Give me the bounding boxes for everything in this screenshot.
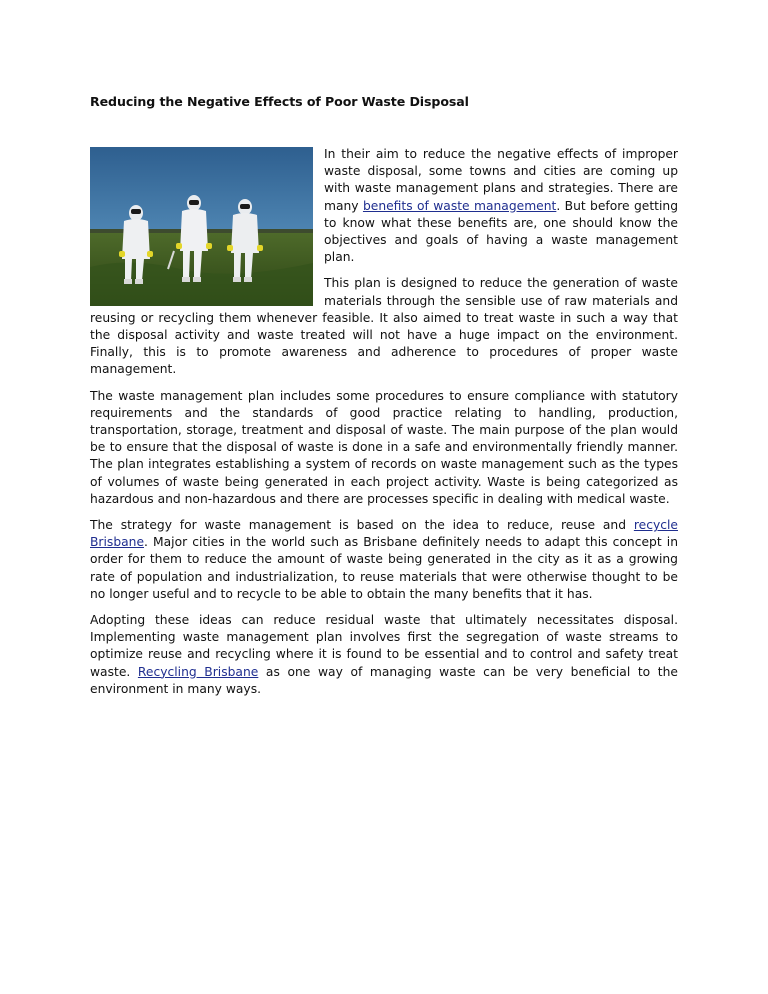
paragraph-5: Adopting these ideas can reduce residual waste that ultimately necessitates disposal. Implementing waste management plan involves first the segregation of waste streams to optimize reuse and recycling where it is found to be essential and to control and safety treat waste. Recycling Brisbane as one way of managing waste can be very beneficial to the environment in many ways. xyxy=(90,613,678,696)
recycling-brisbane-link[interactable]: Recycling Brisbane xyxy=(137,664,259,679)
paragraph-2: This plan is designed to reduce the generation of waste materials through the sensible use of raw materials and reusing or recycling them whenever feasible. It also aimed to treat waste in such a way that the disposal activity and waste treated will not have a huge impact on the environment. Finally, this is to promote awareness and adherence to procedures of proper waste management. xyxy=(90,276,678,377)
paragraph-4: The strategy for waste management is based on the idea to reduce, reuse and recycle Brisbane. Major cities in the world such as Brisbane definitely needs to adapt this concept in order for them to reduce the amount of waste being generated in the city as it as a growing rate of population and industrialization, to reuse materials that were otherwise thought to be no longer useful and to recycle to be able to obtain the many benefits that it has. xyxy=(90,518,678,601)
paragraph-1: In their aim to reduce the negative effects of improper waste disposal, some towns and cities are coming up with waste management plans and strategies. There are many benefits of waste management. But before getting to know what these benefits are, one should know the objectives and goals of having a waste management plan. xyxy=(324,147,679,265)
paragraph-3: The waste management plan includes some procedures to ensure compliance with statutory requirements and the standards of good practice relating to handling, production, transportation, storage, treatment and disposal of waste. The main purpose of the plan would be to ensure that the disposal of waste is done in a safe and environmentally friendly manner. The plan integrates establishing a system of records on waste management such as the types of volumes of waste being generated in each project activity. Waste is being categorized as hazardous and non-hazardous and there are processes specific in dealing with medical waste. xyxy=(90,388,678,506)
workers-photo xyxy=(90,147,313,306)
recycle-brisbane-link[interactable]: recycle Brisbane xyxy=(90,518,678,550)
document-title: Reducing the Negative Effects of Poor Waste Disposal xyxy=(90,94,469,109)
document-body xyxy=(90,93,678,707)
benefits-of-waste-management-link[interactable]: benefits of waste management xyxy=(362,198,557,213)
